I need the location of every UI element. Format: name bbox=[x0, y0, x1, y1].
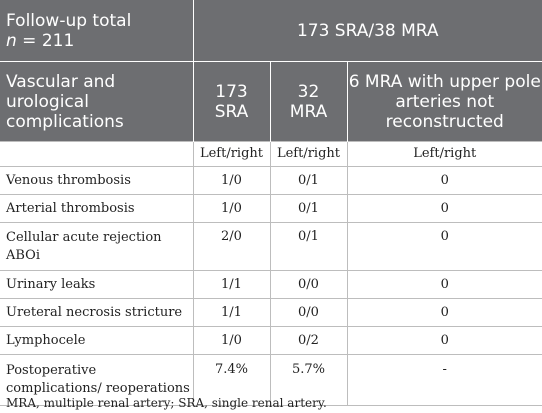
cell-mra-upper: - bbox=[347, 355, 542, 406]
table-row bbox=[0, 167, 542, 195]
column-header-row bbox=[0, 62, 542, 142]
cell-mra: 0/1 bbox=[270, 195, 347, 223]
col-header-sra-label: SRA bbox=[214, 101, 249, 122]
cell-mra-upper: 0 bbox=[347, 327, 542, 355]
subheader-cell: Left/right bbox=[270, 142, 347, 167]
cell-mra: 0/0 bbox=[270, 271, 347, 299]
row-label: Cellular acute rejection ABOi bbox=[0, 223, 193, 271]
cell-mra: 5.7% bbox=[270, 355, 347, 406]
n-value: = 211 bbox=[16, 30, 75, 51]
followup-label: Follow-up total bbox=[6, 10, 132, 31]
cell-sra: 2/0 bbox=[193, 223, 270, 271]
table-footnote: MRA, multiple renal artery; SRA, single renal artery. bbox=[6, 396, 327, 410]
row-label: Lymphocele bbox=[0, 327, 193, 355]
subheader-row bbox=[0, 142, 542, 167]
cell-sra: 1/0 bbox=[193, 167, 270, 195]
col-header-sra-count: 173 bbox=[215, 81, 248, 102]
cell-sra: 1/1 bbox=[193, 271, 270, 299]
col-header-sra bbox=[193, 62, 270, 142]
cell-sra: 7.4% bbox=[193, 355, 270, 406]
subheader-empty bbox=[0, 142, 193, 167]
cell-sra: 1/0 bbox=[193, 327, 270, 355]
cell-mra: 0/0 bbox=[270, 299, 347, 327]
col-header-complications: Vascular and urological complications bbox=[0, 62, 193, 142]
col-header-mra-count: 32 bbox=[297, 81, 320, 102]
table-row bbox=[0, 271, 542, 299]
col-header-mra bbox=[270, 62, 347, 142]
followup-n bbox=[6, 31, 193, 51]
cell-mra: 0/2 bbox=[270, 327, 347, 355]
cell-mra-upper: 0 bbox=[347, 271, 542, 299]
cell-mra: 0/1 bbox=[270, 167, 347, 195]
row-label: Venous thrombosis bbox=[0, 167, 193, 195]
row-label: Arterial thrombosis bbox=[0, 195, 193, 223]
table-row bbox=[0, 223, 542, 271]
subheader-cell: Left/right bbox=[193, 142, 270, 167]
row-label: Urinary leaks bbox=[0, 271, 193, 299]
table-row bbox=[0, 327, 542, 355]
header-row bbox=[0, 0, 542, 62]
followup-total-header bbox=[0, 0, 193, 62]
cell-mra: 0/1 bbox=[270, 223, 347, 271]
cell-mra-upper: 0 bbox=[347, 299, 542, 327]
cell-sra: 1/0 bbox=[193, 195, 270, 223]
table-row bbox=[0, 299, 542, 327]
row-label: Ureteral necrosis stricture bbox=[0, 299, 193, 327]
n-symbol: n bbox=[6, 30, 17, 51]
cell-mra-upper: 0 bbox=[347, 195, 542, 223]
subheader-cell: Left/right bbox=[347, 142, 542, 167]
row-label: Postoperative complications/ reoperations bbox=[0, 355, 193, 406]
cohort-span-header: 173 SRA/38 MRA bbox=[193, 0, 542, 62]
cell-mra-upper: 0 bbox=[347, 167, 542, 195]
col-header-mra-upper-pole: 6 MRA with upper pole arteries not reconstructed bbox=[347, 62, 542, 142]
cell-mra-upper: 0 bbox=[347, 223, 542, 271]
table-row bbox=[0, 195, 542, 223]
col-header-mra-label: MRA bbox=[289, 101, 328, 122]
cell-sra: 1/1 bbox=[193, 299, 270, 327]
